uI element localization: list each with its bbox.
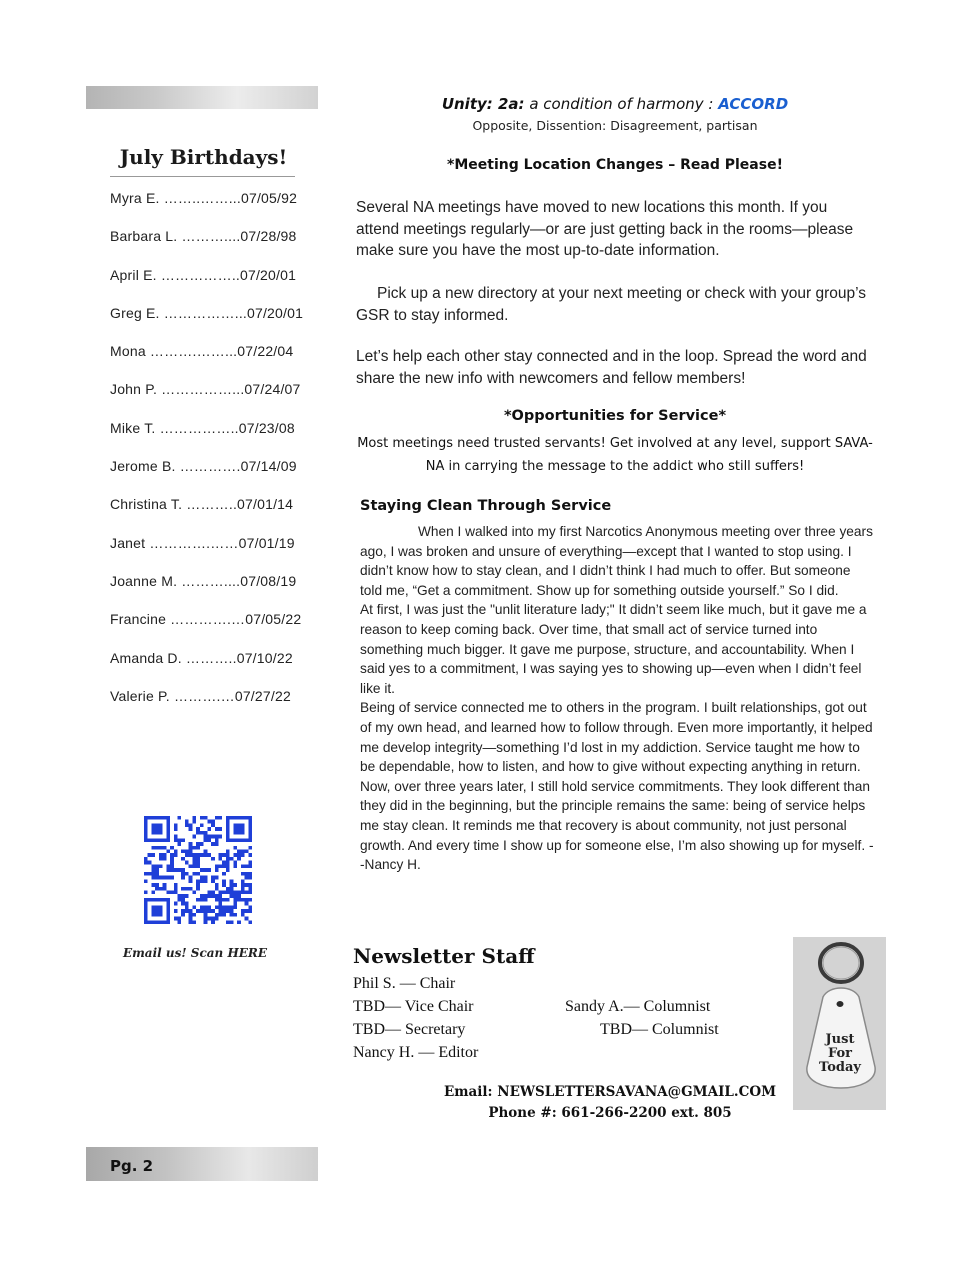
staff-vice-chair: TBD— Vice Chair: [353, 998, 474, 1015]
birthday-item: John P. ……………...07/24/07: [110, 381, 301, 398]
birthday-item: Mike T. ……………..07/23/08: [110, 419, 295, 436]
staff-editor: Nancy H. — Editor: [353, 1044, 479, 1061]
definition-synonym: ACCORD: [718, 95, 789, 113]
article-body: [360, 522, 876, 875]
article-paragraph: Now, over three years later, I still hold service commitments. They look different than they did in the beginning, but the principle remains the same: being of service helps me stay clean. It reminds me that recovery is about community, not just personal growth. And every time I show up for someone else, I’m also showing up for myself. --Nancy H.: [360, 778, 874, 873]
meeting-paragraph: Several NA meetings have moved to new locations this month. If you attend meetings regularly—or are just getting back in the rooms—please make sure you have the most up-to-date information.: [356, 199, 854, 259]
article-paragraph: Being of service connected me to others in the program. I built relationships, got out of my own head, and learned how to follow through. Even more importantly, it helped me develop integrity—something I’d lost in my addiction. Service taught me how to be dependable, how to listen, and how to give without expecting anything in return.: [360, 700, 873, 775]
staff-secretary: TBD— Secretary: [353, 1021, 466, 1038]
birthday-item: Amanda D. ………..07/10/22: [110, 649, 293, 666]
birthday-item: Francine ………….…07/05/22: [110, 611, 302, 628]
definition-opposite: Opposite, Dissention: Disagreement, partisan: [472, 118, 758, 133]
service-heading: *Opportunities for Service*: [503, 408, 727, 424]
keychain-image: [793, 937, 886, 1110]
staff-title: Newsletter Staff: [353, 944, 535, 968]
birthdays-divider: [110, 176, 295, 177]
qr-code-icon[interactable]: [144, 816, 252, 924]
birthdays-list: [110, 190, 320, 726]
meeting-paragraph: Pick up a new directory at your next meeting or check with your group’s GSR to stay informed.: [356, 285, 867, 324]
birthday-item: Jerome B. ………….07/14/09: [110, 458, 297, 475]
contact-phone: Phone #: 661-266-2200 ext. 805: [488, 1105, 732, 1121]
birthday-item: Joanne M. ………....07/08/19: [110, 572, 297, 589]
birthday-item: Janet ………….……07/01/19: [110, 534, 295, 551]
definition-word: Unity: [441, 95, 487, 113]
staff-chair: Phil S. — Chair: [353, 975, 456, 992]
definition-meaning: a condition of harmony :: [524, 95, 719, 113]
definition-sense: : 2a:: [486, 95, 525, 113]
birthdays-title: July Birthdays!: [119, 145, 288, 169]
birthday-item: Mona ……….……...07/22/04: [110, 343, 294, 360]
birthday-item: Christina T. ………..07/01/14: [110, 496, 294, 513]
birthday-item: April E. ……………..07/20/01: [110, 266, 297, 283]
service-body: Most meetings need trusted servants! Get involved at any level, support SAVA-NA in carrying the message to the addict who still suffers!: [357, 436, 873, 474]
header-bar: [86, 86, 318, 109]
keychain-text: For: [827, 1046, 853, 1061]
keychain-text: Today: [819, 1060, 861, 1075]
meeting-heading: *Meeting Location Changes – Read Please!: [447, 157, 783, 173]
staff-columnist: TBD— Columnist: [600, 1021, 719, 1038]
meeting-paragraph: Let’s help each other stay connected and in the loop. Spread the word and share the new info with newcomers and fellow members!: [356, 348, 867, 387]
definition-line: [356, 95, 874, 113]
contact-email[interactable]: Email: NEWSLETTERSAVANA@GMAIL.COM: [443, 1084, 777, 1100]
article-title: Staying Clean Through Service: [360, 498, 612, 514]
article-paragraph: When I walked into my first Narcotics Anonymous meeting over three years ago, I was broken and unsure of everything—except that I wanted to stop using. I didn’t know how to stay clean, and I didn’t think I had much to offer. But someone told me, “Get a commitment. Show up for something outside yourself.” So I did.: [360, 524, 873, 598]
keychain-text: Just: [825, 1032, 855, 1047]
staff-columnist: Sandy A.— Columnist: [565, 998, 711, 1015]
page-number: Pg. 2: [110, 1157, 154, 1175]
birthday-item: Valerie P. ……….…07/27/22: [110, 687, 291, 704]
birthday-item: Myra E. ……..……...07/05/92: [110, 190, 298, 206]
birthday-item: Barbara L. ………....07/28/98: [110, 228, 297, 245]
qr-caption: Email us! Scan HERE: [122, 946, 268, 960]
birthday-item: Greg E. ……………...07/20/01: [110, 304, 304, 321]
article-paragraph: At first, I was just the "unlit literature lady;" It didn’t seem like much, but it gave me a reason to keep coming back. Over time, that small act of service turned into something much bigger. It gave me purpose, structure, and accountability. When I said yes to a commitment, I was saying yes to showing up—even when I didn’t feel like it.: [360, 602, 867, 696]
